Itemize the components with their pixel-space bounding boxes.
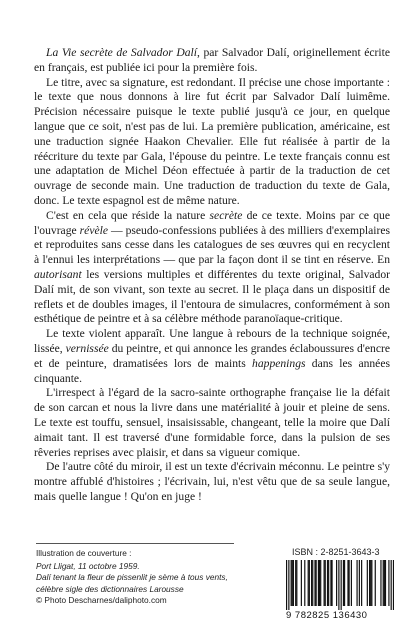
text-run: de ce texte. Moins par ce que l'ouvrage (34, 208, 390, 237)
barcode-bar (371, 560, 372, 606)
barcode-bar (319, 560, 320, 606)
credits-heading: Illustration de couverture : (36, 548, 132, 558)
barcode-bar (318, 560, 319, 606)
text-run: du peintre, et qui annonce les grandes éclaboussures d'encre et de peinture, dramatisées lors de maints (34, 341, 390, 370)
paragraph (34, 327, 390, 386)
barcode-digits: 9 782825 136430 (286, 610, 368, 621)
text-run: , par Salvador Dalí, originellement écrite en français, est publiée ici pour la première fois. (34, 46, 390, 74)
barcode-bar (301, 560, 302, 606)
barcode-bar (312, 560, 313, 606)
barcode-bar (325, 560, 326, 606)
text-run: Le texte violent apparaît. Une langue à rebours de la technique soignée, lissée, (34, 327, 390, 355)
barcode-bar (338, 560, 339, 610)
barcode-bar (384, 560, 385, 606)
barcode-bar (351, 560, 352, 606)
barcode-bar (296, 560, 297, 606)
barcode-bar (309, 560, 310, 606)
italic-run: vernissée (65, 341, 109, 355)
barcode-bar (356, 560, 357, 606)
paragraph (34, 386, 390, 460)
barcode-bar (375, 560, 376, 606)
barcode-bar (349, 560, 350, 606)
italic-run: happenings (252, 356, 306, 370)
credits-caption-line-2: célèbre sigle des dictionnaires Larousse (36, 583, 184, 594)
cover-credits (36, 548, 286, 606)
barcode-bar (288, 560, 289, 610)
barcode-bar (344, 560, 345, 606)
paragraph (34, 76, 390, 209)
italic-run: révèle (79, 223, 108, 237)
barcode-bar (320, 560, 321, 606)
text-run: — pseudo-confessions publiées à des milliers d'exemplaires et reproduites sans cesse dans les catalogues de ses œuvres qui en recyclent à l'ennui les interprétations — que par la façon dont il se tint en réserve. En (34, 223, 390, 267)
text-run: C'est en cela que réside la nature (46, 208, 210, 222)
text-run: les versions multiples et différentes du texte original, Salvador Dalí mit, de son vivant, son texte au secret. Il le plaça dans un dispositif de reflets et de doubles images, il l'entoura de simulacres, conformément à son esthétique de peintre et à sa célèbre méthode paranoïaque-critique. (34, 267, 390, 326)
barcode-bar (385, 560, 386, 606)
paragraph (34, 209, 390, 327)
barcode-bar (347, 560, 348, 606)
barcode-bar (336, 560, 337, 606)
barcode-bar (286, 560, 287, 610)
barcode-bar (380, 560, 381, 606)
barcode-bar (359, 560, 360, 606)
credits-divider (36, 543, 234, 544)
barcode-bar (383, 560, 384, 606)
barcode-bar (391, 560, 392, 610)
paragraph (34, 46, 390, 76)
barcode-bar (393, 560, 394, 610)
credits-caption-line-1: Dalí tenant la fleur de pissenlit je sème à tous vents, (36, 572, 228, 583)
barcode-bar (291, 560, 292, 606)
barcode-bar (370, 560, 371, 606)
text-run: De l'autre côté du miroir, il est un texte d'écrivain méconnu. Le peintre s'y montre affublé d'histoires ; l'écrivain, lui, n'est vêtu que de sa seule langue, mais quelle langue ! Qu'on en juge ! (34, 460, 390, 503)
barcode-bar (327, 560, 328, 606)
barcode-bar (331, 560, 332, 606)
barcode-bar (314, 560, 315, 606)
barcode-bar (304, 560, 305, 606)
barcode-bar (311, 560, 312, 606)
barcode-bar (341, 560, 342, 610)
barcode-bars (286, 560, 394, 610)
isbn-label: ISBN : 2-8251-3643-3 (292, 547, 380, 557)
text-run: dans les années cinquante. (34, 356, 390, 385)
credits-photo: © Photo Descharnes/daliphoto.com (36, 594, 167, 605)
barcode-bar (308, 560, 309, 606)
barcode-bar (293, 560, 294, 606)
barcode-bar (295, 560, 296, 606)
blurb-text (34, 46, 390, 505)
italic-run: secrète (209, 208, 243, 222)
barcode-bar (361, 560, 362, 606)
barcode-bar (328, 560, 329, 606)
barcode-bar (369, 560, 370, 606)
barcode-bar (292, 560, 293, 606)
barcode-bar (330, 560, 331, 606)
barcode-bar (324, 560, 325, 606)
barcode-bar (367, 560, 368, 606)
italic-run: La Vie secrète de Salvador Dalí (46, 46, 197, 59)
text-run: L'irrespect à l'égard de la sacro-sainte orthographe française lie la défait de son carcan et nous la livre dans une matérialité à jouir et pleine de sens. Le texte est touffu, sensuel, insaisissable, changeant, telle la moire que Dalí aimait tant. Il est traversé d'une formidable force, dans la pulsion de ses rêveries reprises avec plaisir, et dans sa vigueur comique. (34, 386, 390, 459)
credits-place-date: Port Lligat, 11 octobre 1959. (36, 561, 140, 572)
paragraph (34, 460, 390, 504)
italic-run: autorisant (34, 267, 82, 281)
barcode-bar (343, 560, 344, 606)
barcode-bar (388, 560, 389, 606)
text-run: Le titre, avec sa signature, est redondant. Il précise une chose importante : le texte que nous donnons à lire fut écrit par Salvador Dalí luimême. Précision nécessaire puisque le texte publié jusqu'à ce jour, en quelque langue que ce soit, n'est pas de lui. La première publication, américaine, est une traduction signée Haakon Chevalier. Elle fut réalisée à partir de la réécriture du texte par Gala, l'épouse du peintre. Le texte français connu est une adaptation de Michel Déon effectuée à partir de la traduction de cet ouvrage de seconde main. Une traduction de traduction du texte de Gala, donc. Le texte espagnol est de même nature. (34, 75, 390, 207)
barcode-bar (316, 560, 317, 606)
